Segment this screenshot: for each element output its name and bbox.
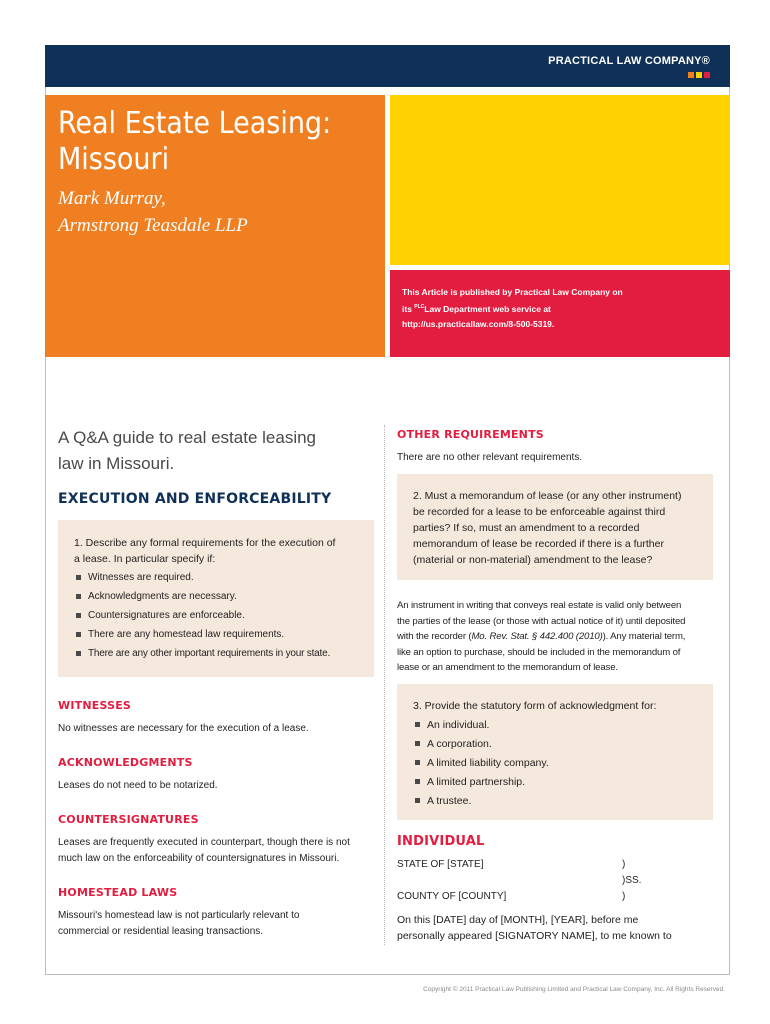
- q2-line-4: memorandum of lease be recorded if there is a further: [413, 538, 664, 550]
- q2-line-1: 2. Must a memorandum of lease (or any other instrument): [413, 490, 682, 502]
- list-item: Witnesses are required.: [74, 570, 360, 586]
- other-requirements-text: There are no other relevant requirements.: [397, 452, 583, 463]
- article-title: [58, 106, 378, 178]
- list-item: A trustee.: [413, 793, 701, 809]
- list-item: There are any homestead law requirements.: [74, 627, 360, 643]
- homestead-line-2: commercial or residential leasing transactions.: [58, 925, 264, 937]
- pub-url[interactable]: http://us.practicallaw.com/8-500-5319.: [402, 318, 555, 329]
- intro-line-2: law in Missouri.: [58, 454, 175, 473]
- q2-line-3: parties? If so, must an amendment to a recorded: [413, 522, 640, 534]
- decorative-yellow-panel: [390, 95, 730, 265]
- brand-logo-squares: [688, 72, 710, 78]
- question-3-box: [397, 684, 713, 820]
- paren-2: ): [622, 891, 626, 902]
- a2-line-3-pre: with the recorder (: [397, 631, 472, 642]
- title-line-1: Real Estate Leasing:: [58, 106, 332, 141]
- list-item: Acknowledgments are necessary.: [74, 589, 360, 605]
- list-item: There are any other important requirements in your state.: [74, 646, 360, 662]
- pub-line-2-pre: its: [402, 303, 415, 314]
- logo-square-red: [704, 72, 710, 78]
- intro-line-1: A Q&A guide to real estate leasing: [58, 428, 317, 447]
- column-divider: [384, 425, 385, 945]
- heading-witnesses: WITNESSES: [58, 699, 132, 712]
- question-1-text: [74, 535, 360, 567]
- list-item: A corporation.: [413, 736, 701, 752]
- title-line-2: Missouri: [58, 142, 170, 177]
- statute-citation[interactable]: Mo. Rev. Stat. § 442.400 (2010): [471, 631, 603, 642]
- q1-line-1: 1. Describe any formal requirements for the execution of: [74, 537, 336, 549]
- list-item: Countersignatures are enforceable.: [74, 608, 360, 624]
- a2-line-3-post: ). Any material term,: [602, 631, 686, 642]
- counter-line-1: Leases are frequently executed in counterpart, though there is not: [58, 837, 350, 848]
- logo-square-orange: [688, 72, 694, 78]
- author-name: Mark Murray,: [58, 188, 166, 209]
- header-bar: [45, 45, 730, 87]
- section-heading-execution: EXECUTION AND ENFORCEABILITY: [58, 491, 332, 507]
- a2-line-5: lease or an amendment to the memorandum of lease.: [397, 662, 618, 673]
- counter-line-2: much law on the enforceability of countersignatures in Missouri.: [58, 852, 340, 864]
- heading-acknowledgments: ACKNOWLEDGMENTS: [58, 756, 193, 769]
- ack-line-2: personally appeared [SIGNATORY NAME], to me known to: [397, 930, 672, 942]
- author-firm: Armstrong Teasdale LLP: [58, 215, 248, 236]
- q2-line-5: (material or non-material) amendment to the lease?: [413, 554, 653, 566]
- brand-name: PRACTICAL LAW COMPANY®: [548, 55, 710, 67]
- witnesses-text: No witnesses are necessary for the execution of a lease.: [58, 723, 309, 734]
- ss-mark: )SS.: [622, 875, 642, 886]
- question-1-box: [58, 520, 374, 677]
- heading-other-requirements: OTHER REQUIREMENTS: [397, 428, 544, 441]
- answer-2-text: [397, 598, 717, 676]
- pub-line-1: This Article is published by Practical Law Company on: [402, 287, 623, 297]
- question-2-box: [397, 474, 713, 580]
- question-3-list: [413, 717, 701, 809]
- question-1-list: [74, 570, 360, 662]
- intro-text: [58, 425, 368, 477]
- ack-line-1: On this [DATE] day of [MONTH], [YEAR], before me: [397, 914, 639, 926]
- article-author: [58, 185, 378, 239]
- a2-line-4: like an option to purchase, should be included in the memorandum of: [397, 646, 681, 658]
- list-item: A limited liability company.: [413, 755, 701, 771]
- logo-square-yellow: [696, 72, 702, 78]
- county-line: COUNTY OF [COUNTY]: [397, 891, 507, 902]
- homestead-text: [58, 908, 378, 939]
- heading-homestead: HOMESTEAD LAWS: [58, 886, 178, 899]
- heading-countersignatures: COUNTERSIGNATURES: [58, 813, 199, 826]
- countersignatures-text: [58, 835, 380, 866]
- homestead-line-1: Missouri's homestead law is not particularly relevant to: [58, 910, 300, 921]
- a2-line-2: the parties of the lease (or those with actual notice of it) until deposited: [397, 615, 686, 627]
- copyright-text: Copyright © 2011 Practical Law Publishing Limited and Practical Law Company, Inc. All Rights Reserved.: [423, 986, 725, 993]
- list-item: A limited partnership.: [413, 774, 701, 790]
- acknowledgment-body: [397, 912, 717, 944]
- pub-sup: PLC: [414, 304, 425, 310]
- list-item: An individual.: [413, 717, 701, 733]
- q2-line-2: be recorded for a lease to be enforceable against third: [413, 506, 666, 518]
- heading-individual: INDIVIDUAL: [397, 834, 485, 849]
- a2-line-1: An instrument in writing that conveys real estate is valid only between: [397, 600, 682, 611]
- publication-note: [402, 285, 702, 332]
- paren-1: ): [622, 859, 626, 870]
- state-line: STATE OF [STATE]: [397, 859, 484, 870]
- question-3-text: 3. Provide the statutory form of acknowledgment for:: [413, 700, 657, 712]
- copyright-footer: [45, 986, 730, 993]
- q1-line-2: a lease. In particular specify if:: [74, 553, 216, 565]
- pub-line-2-post: Law Department web service at: [424, 303, 551, 314]
- acknowledgments-text: Leases do not need to be notarized.: [58, 780, 218, 791]
